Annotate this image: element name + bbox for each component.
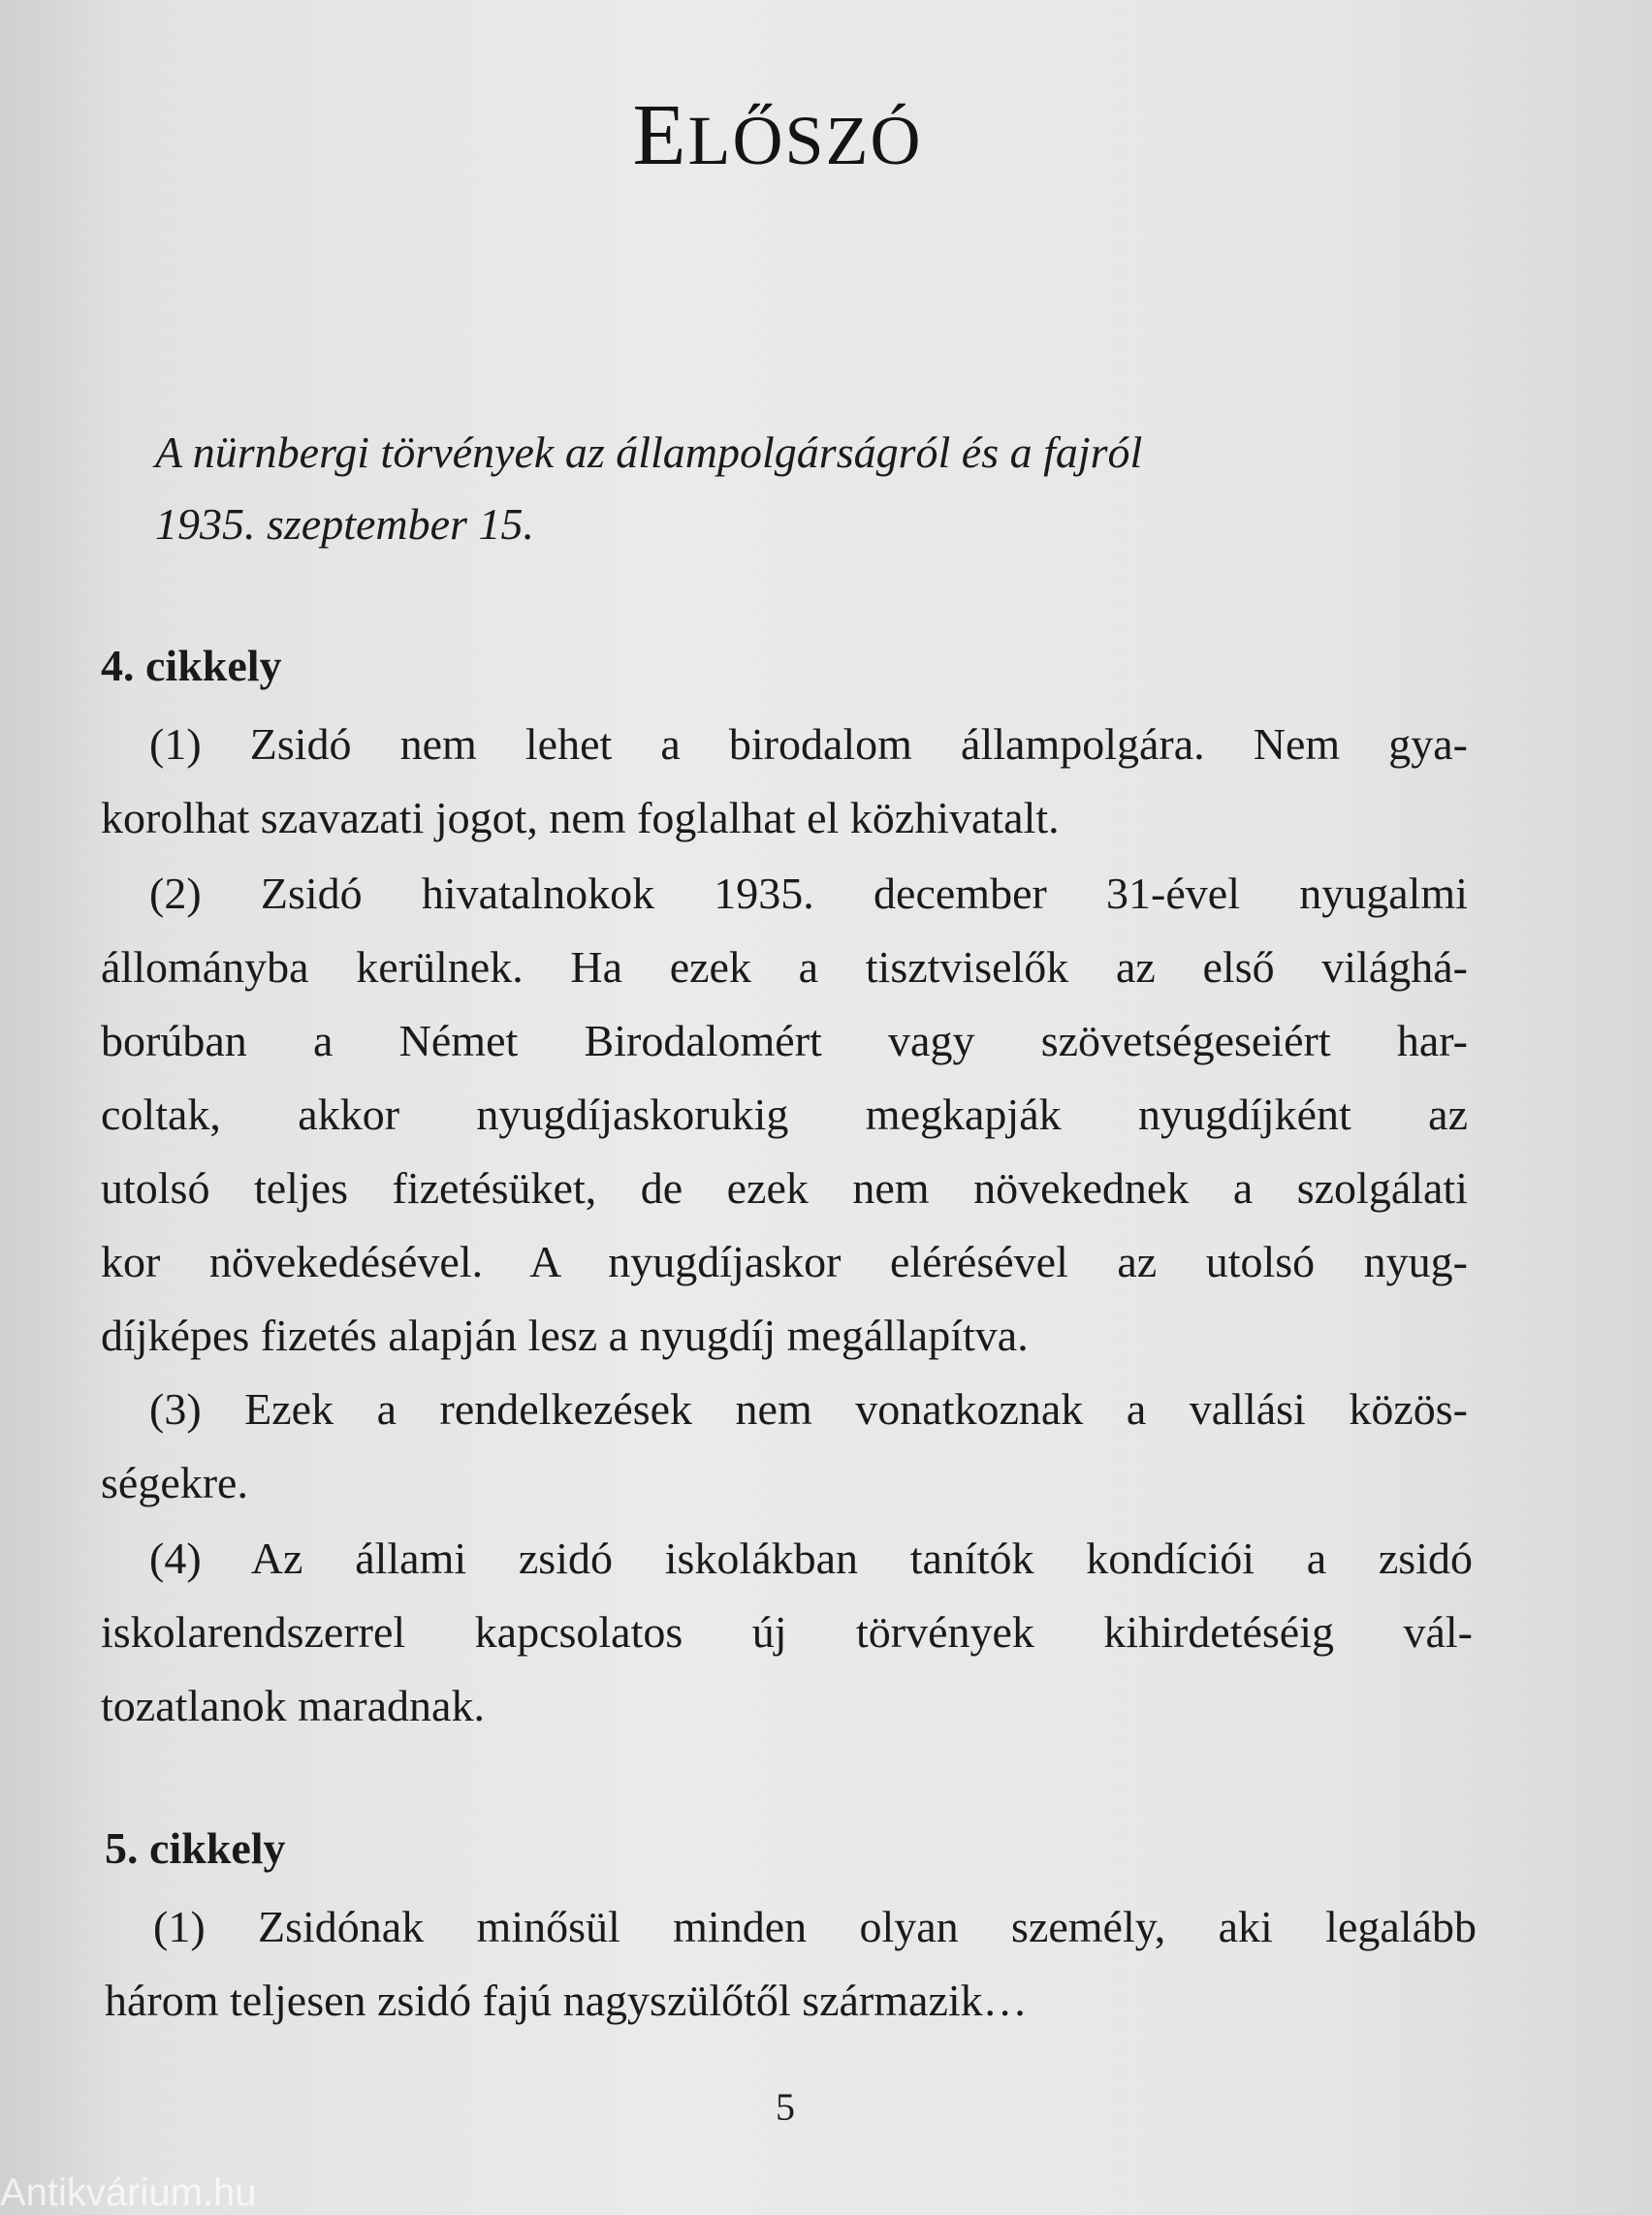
paragraph-5-1 [105,1890,1477,2038]
subtitle-date: 1935. szeptember 15. [155,499,534,549]
paragraph-line: ségekre. [101,1458,248,1507]
paragraph-line: coltak, akkor nyugdíjaskorukig megkapják nyugdíjként az [101,1090,1468,1139]
paragraph-line: borúban a Német Birodalomért vagy szövetségeseiért har- [101,1016,1468,1065]
paragraph-line: állományba kerülnek. Ha ezek a tisztviselők az első világhá- [101,942,1468,992]
paragraph-line: tozatlanok maradnak. [101,1681,485,1730]
section-heading-4: 4. cikkely [101,641,282,690]
chapter-title [0,85,1555,185]
subtitle-line: A nürnbergi törvények az állampolgárságról és a fajról [155,427,1143,477]
paragraph-line: utolsó teljes fizetésüket, de ezek nem növekednek a szolgálati [101,1163,1468,1213]
paragraph-line: három teljesen zsidó fajú nagyszülőtől származik… [105,1976,1028,2025]
chapter-title-rest: LŐSZÓ [687,102,923,179]
paragraph-line: (2) Zsidó hivatalnokok 1935. december 31-ével nyugalmi [149,869,1468,918]
paragraph-line: (1) Zsidónak minősül minden olyan személy, aki legalább [153,1902,1477,1951]
paragraph-4-3 [101,1373,1468,1520]
paragraph-4-2 [101,857,1468,1373]
watermark: Antikvárium.hu [0,2171,257,2214]
section-heading-5: 5. cikkely [105,1823,286,1873]
paragraph-4-1 [101,708,1468,855]
paragraph-line: (4) Az állami zsidó iskolákban tanítók kondíciói a zsidó [149,1534,1473,1583]
paragraph-line: (1) Zsidó nem lehet a birodalom állampolgára. Nem gya- [149,719,1468,769]
paragraph-4-4 [101,1522,1473,1743]
paragraph-line: (3) Ezek a rendelkezések nem vonatkoznak a vallási közös- [149,1384,1468,1434]
page-number: 5 [776,2085,795,2129]
paragraph-line: iskolarendszerrel kapcsolatos új törvények kihirdetéséig vál- [101,1607,1473,1657]
chapter-title-initial: E [632,87,688,183]
chapter-subtitle [155,417,1512,560]
paragraph-line: korolhat szavazati jogot, nem foglalhat el közhivatalt. [101,793,1060,842]
paragraph-line: kor növekedésével. A nyugdíjaskor elérésével az utolsó nyug- [101,1237,1468,1286]
paragraph-line: díjképes fizetés alapján lesz a nyugdíj megállapítva. [101,1311,1029,1360]
